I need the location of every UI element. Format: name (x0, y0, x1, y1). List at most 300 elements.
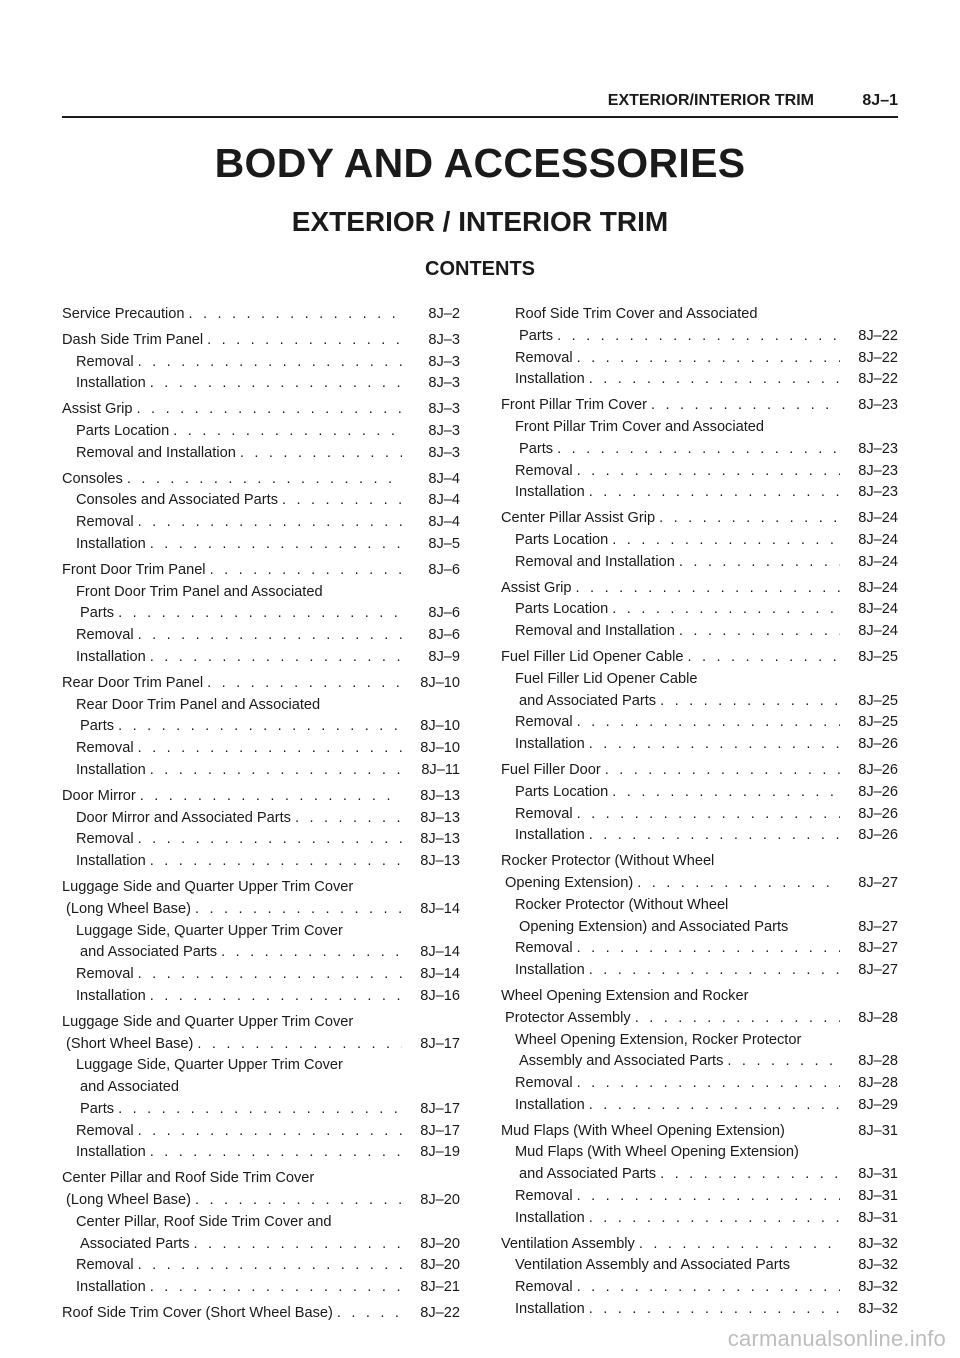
toc-right-column (501, 304, 898, 1321)
toc-leader-dots (134, 1121, 402, 1143)
toc-entry-page: 8J–26 (858, 736, 898, 753)
toc-entry-title-line: Mud Flaps (With Wheel Opening Extension) (515, 1144, 799, 1161)
toc-leader-dots (573, 712, 840, 734)
toc-entry-title-line (515, 621, 840, 643)
toc-entry-title-line: Wheel Opening Extension and Rocker (501, 987, 749, 1004)
toc-entry[interactable] (501, 599, 898, 621)
toc-entry-title: Removal (515, 1279, 573, 1296)
toc-entry[interactable] (501, 804, 898, 826)
toc-entry-title-line (62, 899, 402, 921)
toc-entry-page: 8J–3 (428, 375, 460, 392)
toc-entry-title-line (501, 508, 840, 530)
toc-entry-title: Installation (76, 648, 146, 665)
toc-leader-dots (675, 552, 840, 574)
toc-entry-title-line (515, 369, 840, 391)
toc-entry-title-line (62, 1190, 402, 1212)
toc-entry-title-line (76, 964, 402, 986)
toc-leader-dots (146, 373, 402, 395)
toc-entry[interactable] (62, 673, 460, 695)
toc-entry-page: 8J–24 (858, 623, 898, 640)
toc-entry[interactable] (62, 647, 460, 669)
page-title: BODY AND ACCESSORIES (214, 140, 746, 186)
toc-entry[interactable] (62, 512, 460, 534)
toc-entry[interactable] (62, 399, 460, 421)
toc-entry-title-line (62, 1034, 402, 1056)
toc-entry[interactable] (501, 1030, 898, 1074)
toc-entry-title-line: Ventilation Assembly and Associated Parts (515, 1257, 791, 1274)
toc-entry-title-line: Rocker Protector (Without Wheel (501, 853, 715, 870)
toc-entry-title-line (76, 373, 402, 395)
toc-entry-title: Removal (515, 349, 573, 366)
toc-entry-title: Ventilation Assembly (501, 1235, 635, 1252)
toc-entry-title-line (501, 395, 840, 417)
header-section-title: EXTERIOR/INTERIOR TRIM (607, 92, 814, 109)
toc-leader-dots (633, 873, 840, 895)
toc-entry[interactable] (501, 1121, 898, 1143)
toc-entry[interactable] (62, 921, 460, 965)
toc-leader-dots (608, 530, 840, 552)
toc-entry-title: Removal (515, 940, 573, 957)
toc-leader-dots (133, 399, 402, 421)
toc-entry[interactable] (62, 443, 460, 465)
toc-entry[interactable] (501, 647, 898, 669)
toc-entry-title: Installation (515, 1096, 585, 1113)
toc-entry[interactable] (501, 895, 898, 939)
toc-entry-page: 8J–26 (858, 761, 898, 778)
toc-entry-title-line (515, 712, 840, 734)
toc-entry-title-line (76, 1255, 402, 1277)
toc-entry-page: 8J–32 (858, 1301, 898, 1318)
toc-entry[interactable] (62, 786, 460, 808)
toc-entry[interactable] (501, 669, 898, 713)
toc-entry-title-line (515, 439, 840, 461)
toc-leader-dots (136, 786, 402, 808)
toc-entry[interactable] (62, 851, 460, 873)
toc-entry-title: Parts (80, 1100, 115, 1117)
toc-entry-title-line: Luggage Side and Quarter Upper Trim Cover (62, 1013, 354, 1030)
toc-entry-title: Installation (515, 1209, 585, 1226)
toc-entry-title-line: Mud Flaps (With Wheel Opening Extension) (501, 1122, 785, 1139)
toc-entry-page: 8J–16 (420, 987, 460, 1004)
toc-leader-dots (572, 578, 840, 600)
toc-entry[interactable] (62, 1055, 460, 1120)
toc-entry-title-line (515, 461, 840, 483)
toc-entry-page: 8J–11 (421, 761, 460, 778)
toc-entry[interactable] (501, 552, 898, 574)
toc-entry-title-line (515, 348, 840, 370)
toc-leader-dots (134, 829, 402, 851)
toc-entry-title: Installation (76, 535, 146, 552)
toc-entry-title-line: Luggage Side, Quarter Upper Trim Cover (76, 922, 343, 939)
toc-entry-title: Removal and Installation (515, 623, 675, 640)
toc-entry-title: Removal (515, 1075, 573, 1092)
toc-leader-dots (553, 326, 840, 348)
toc-entry-title: Removal (515, 805, 573, 822)
toc-entry-title: Installation (515, 484, 585, 501)
toc-leader-dots (134, 964, 402, 986)
toc-entry[interactable] (501, 530, 898, 552)
toc-entry-page: 8J–14 (420, 900, 460, 917)
toc-leader-dots (601, 760, 840, 782)
toc-entry-title-line (515, 691, 840, 713)
toc-entry-title-line (76, 647, 402, 669)
toc-entry[interactable] (501, 508, 898, 530)
toc-entry-title: Parts (519, 440, 554, 457)
toc-entry-page: 8J–6 (428, 627, 460, 644)
toc-entry-page: 8J–27 (858, 940, 898, 957)
toc-entry-title-line (515, 938, 840, 960)
toc-entry-title-line (62, 1303, 402, 1325)
toc-leader-dots (146, 760, 402, 782)
toc-leader-dots (146, 1277, 402, 1299)
toc-entry[interactable] (62, 330, 460, 352)
toc-leader-dots (573, 348, 840, 370)
toc-entry-title-line (76, 1277, 402, 1299)
toc-leader-dots (146, 851, 402, 873)
toc-entry[interactable] (501, 395, 898, 417)
toc-leader-dots (134, 625, 402, 647)
toc-leader-dots (608, 782, 840, 804)
toc-entry[interactable] (501, 482, 898, 504)
toc-entry-page: 8J–31 (858, 1188, 898, 1205)
toc-entry[interactable] (501, 1073, 898, 1095)
toc-entry[interactable] (501, 782, 898, 804)
toc-entry-title: Protector Assembly (505, 1009, 631, 1026)
toc-entry-title-line (76, 1234, 402, 1256)
toc-entry-page: 8J–32 (858, 1235, 898, 1252)
toc-entry-title: Installation (76, 1279, 146, 1296)
toc-entry[interactable] (62, 829, 460, 851)
toc-entry-page: 8J–23 (858, 484, 898, 501)
toc-entry-page: 8J–24 (858, 531, 898, 548)
toc-entry[interactable] (62, 534, 460, 556)
toc-entry[interactable] (62, 469, 460, 491)
toc-entry-title-line (515, 326, 840, 348)
toc-entry-title-line (76, 443, 402, 465)
toc-entry-title: Installation (515, 736, 585, 753)
toc-entry-title: Door Mirror and Associated Parts (76, 809, 291, 826)
toc-entry-page: 8J–31 (858, 1166, 898, 1183)
toc-entry-title-line (76, 716, 402, 738)
toc-entry-title-line (76, 851, 402, 873)
toc-leader-dots (185, 304, 403, 326)
toc-entry-title: (Long Wheel Base) (66, 1192, 191, 1209)
watermark: carmanualsonline.info (727, 1326, 946, 1351)
toc-leader-dots (114, 716, 402, 738)
toc-entry[interactable] (62, 986, 460, 1008)
toc-entry-title: Removal (76, 966, 134, 983)
toc-entry-title: Associated Parts (80, 1235, 190, 1252)
toc-entry-title-line: Center Pillar, Roof Side Trim Cover and (76, 1213, 332, 1230)
toc-entry-page: 8J–2 (428, 306, 460, 322)
toc-entry-title: Removal (76, 1122, 134, 1139)
toc-entry[interactable] (501, 1142, 898, 1186)
toc-leader-dots (573, 804, 840, 826)
toc-leader-dots (675, 621, 840, 643)
toc-entry[interactable] (501, 712, 898, 734)
header-page-number: 8J–1 (862, 92, 898, 109)
toc-entry-title: Service Precaution (62, 306, 185, 322)
toc-leader-dots (573, 1073, 840, 1095)
toc-entry-title-line (501, 873, 840, 895)
toc-entry-title-line (515, 1073, 840, 1095)
toc-entry-page: 8J–10 (420, 674, 460, 691)
toc-entry-title: Installation (76, 987, 146, 1004)
toc-entry[interactable] (501, 760, 898, 782)
toc-leader-dots (585, 734, 840, 756)
toc-leader-dots (585, 369, 840, 391)
toc-entry[interactable] (501, 1095, 898, 1117)
toc-entry-page: 8J–21 (420, 1279, 460, 1296)
toc-entry[interactable] (501, 851, 898, 895)
toc-entry-page: 8J–17 (420, 1122, 460, 1139)
toc-entry-page: 8J–20 (420, 1192, 460, 1209)
toc-entry-title-line (62, 330, 402, 352)
toc-entry-title: Rear Door Trim Panel (62, 674, 204, 691)
toc-entry-title-line (76, 534, 402, 556)
toc-entry-page: 8J–13 (420, 853, 460, 870)
toc-entry[interactable] (62, 738, 460, 760)
toc-entry-title-line (515, 804, 840, 826)
toc-entry-title-line (501, 1008, 840, 1030)
toc-entry-page: 8J–24 (858, 510, 898, 527)
toc-entry[interactable] (62, 1168, 460, 1212)
toc-entry[interactable] (62, 760, 460, 782)
toc-entry-page: 8J–28 (858, 1075, 898, 1092)
toc-entry-title: Door Mirror (62, 787, 136, 804)
toc-entry[interactable] (62, 1012, 460, 1056)
toc-entry[interactable] (62, 582, 460, 626)
toc-entry-title-line: and Associated (80, 1079, 179, 1096)
toc-entry-title-line (62, 786, 402, 808)
toc-entry[interactable] (62, 352, 460, 374)
toc-entry-title-line (76, 942, 402, 964)
toc-entry-title: and Associated Parts (80, 944, 218, 961)
toc-leader-dots (217, 942, 402, 964)
toc-entry[interactable] (62, 1142, 460, 1164)
toc-entry-title: Installation (515, 962, 585, 979)
toc-entry-title-line (76, 1099, 402, 1121)
toc-leader-dots (134, 512, 402, 534)
toc-entry[interactable] (501, 578, 898, 600)
toc-entry-title-line: Luggage Side and Quarter Upper Trim Cover (62, 878, 354, 895)
toc-entry-title-line: Fuel Filler Lid Opener Cable (515, 670, 698, 687)
toc-entry-title-line (515, 960, 840, 982)
toc-leader-dots (114, 1099, 402, 1121)
toc-entry[interactable] (501, 1208, 898, 1230)
toc-leader-dots (134, 738, 402, 760)
toc-leader-dots (585, 825, 840, 847)
toc-entry-page: 8J–17 (420, 1100, 460, 1117)
toc-entry[interactable] (62, 1303, 460, 1325)
toc-entry-title: Removal (515, 462, 573, 479)
toc-entry[interactable] (501, 369, 898, 391)
toc-entry-title-line: Roof Side Trim Cover and Associated (515, 306, 758, 322)
toc-entry[interactable] (501, 1277, 898, 1299)
toc-entry-page: 8J–26 (858, 783, 898, 800)
toc-entry-title: Parts Location (515, 783, 609, 800)
toc-entry-title: Assist Grip (62, 401, 133, 418)
toc-entry[interactable] (62, 560, 460, 582)
toc-entry-title: Front Door Trim Panel (62, 561, 206, 578)
toc-entry[interactable] (62, 1121, 460, 1143)
toc-entry[interactable] (501, 825, 898, 847)
toc-entry-title: Installation (515, 371, 585, 388)
toc-entry-title-line (76, 352, 402, 374)
toc-entry-title-line (515, 552, 840, 574)
toc-entry-title-line (76, 421, 402, 443)
toc-entry[interactable] (62, 808, 460, 830)
toc-entry[interactable] (501, 960, 898, 982)
toc-entry-title: Installation (76, 761, 146, 778)
toc-leader-dots (191, 899, 402, 921)
toc-entry-title-line (76, 625, 402, 647)
toc-entry-page: 8J–22 (858, 371, 898, 388)
toc-entry-title-line (501, 1234, 840, 1256)
toc-entry-title-line (76, 986, 402, 1008)
toc-entry[interactable] (62, 1255, 460, 1277)
toc-entry-page: 8J–17 (420, 1035, 460, 1052)
toc-entry-title: Consoles and Associated Parts (76, 492, 278, 509)
toc-entry-page: 8J–6 (428, 561, 460, 578)
toc-entry-title: Installation (76, 375, 146, 392)
contents-heading: CONTENTS (425, 258, 535, 280)
toc-entry-page: 8J–28 (858, 1053, 898, 1070)
toc-entry-page: 8J–13 (420, 787, 460, 804)
toc-leader-dots (723, 1051, 840, 1073)
toc-entry-title-line: Opening Extension) and Associated Parts (519, 918, 789, 935)
toc-entry-page: 8J–4 (428, 492, 460, 509)
toc-entry-title-line (515, 1186, 840, 1208)
toc-entry-title: Fuel Filler Door (501, 761, 601, 778)
toc-entry-title-line (515, 1051, 840, 1073)
toc-entry-title: (Short Wheel Base) (66, 1035, 194, 1052)
toc-entry-title-line (501, 578, 840, 600)
toc-entry[interactable] (501, 417, 898, 461)
toc-entry-title: Center Pillar Assist Grip (501, 510, 656, 527)
toc-entry[interactable] (62, 964, 460, 986)
toc-entry-page: 8J–3 (428, 353, 460, 370)
toc-entry-title-line (515, 1299, 840, 1321)
toc-entry-title-line (515, 1164, 840, 1186)
toc-leader-dots (656, 1164, 840, 1186)
toc-entry-title-line: Rocker Protector (Without Wheel (515, 896, 729, 913)
toc-entry[interactable] (501, 938, 898, 960)
toc-entry-title-line (76, 512, 402, 534)
toc-entry-page: 8J–22 (420, 1305, 460, 1322)
toc-leader-dots (236, 443, 402, 465)
toc-entry[interactable] (62, 421, 460, 443)
toc-leader-dots (573, 1186, 840, 1208)
toc-entry-title: Opening Extension) (505, 874, 634, 891)
toc-entry[interactable] (501, 986, 898, 1030)
toc-entry-title: Parts (80, 605, 115, 622)
toc-entry-page: 8J–4 (428, 470, 460, 487)
toc-entry[interactable] (501, 1299, 898, 1321)
toc-entry-page: 8J–32 (858, 1257, 898, 1274)
toc-entry-title: Roof Side Trim Cover (Short Wheel Base) (62, 1305, 333, 1322)
toc-entry[interactable] (62, 1212, 460, 1256)
toc-entry-title-line (62, 560, 402, 582)
toc-leader-dots (206, 560, 402, 582)
toc-entry[interactable] (62, 373, 460, 395)
toc-entry-title-line: Front Pillar Trim Cover and Associated (515, 418, 764, 435)
toc-entry-page: 8J–24 (858, 553, 898, 570)
toc-leader-dots (553, 439, 840, 461)
toc-leader-dots (134, 1255, 402, 1277)
toc-entry-title-line (62, 673, 402, 695)
toc-entry-title: Installation (515, 1301, 585, 1318)
toc-entry-page: 8J–31 (858, 1209, 898, 1226)
toc-entry-page: 8J–27 (858, 962, 898, 979)
toc-entry-page: 8J–20 (420, 1235, 460, 1252)
toc-entry-page: 8J–20 (420, 1257, 460, 1274)
toc-entry-title: Removal and Installation (515, 553, 675, 570)
toc-entry[interactable] (62, 1277, 460, 1299)
toc-entry-page: 8J–10 (420, 740, 460, 757)
toc-entry-page: 8J–13 (420, 809, 460, 826)
toc-entry[interactable] (62, 304, 460, 326)
toc-entry[interactable] (501, 1186, 898, 1208)
toc-entry-title: Removal (515, 1188, 573, 1205)
toc-leader-dots (146, 647, 402, 669)
toc-entry-title: Parts (80, 718, 115, 735)
toc-entry[interactable] (62, 625, 460, 647)
toc-entry-title: Removal (515, 714, 573, 731)
toc-entry[interactable] (501, 734, 898, 756)
toc-entry-title-line (515, 782, 840, 804)
toc-entry[interactable] (501, 304, 898, 348)
toc-entry-title-line (62, 304, 402, 326)
toc-entry-title-line (76, 603, 402, 625)
toc-leader-dots (169, 421, 402, 443)
toc-leader-dots (123, 469, 402, 491)
toc-entry[interactable] (501, 621, 898, 643)
toc-entry[interactable] (62, 877, 460, 921)
toc-leader-dots (278, 490, 402, 512)
toc-entry-title: Removal (76, 627, 134, 644)
toc-leader-dots (585, 1299, 840, 1321)
toc-entry[interactable] (501, 461, 898, 483)
toc-entry[interactable] (501, 348, 898, 370)
toc-entry-title: Installation (76, 1144, 146, 1161)
toc-entry-page: 8J–3 (428, 422, 460, 439)
toc-entry-title-line (76, 490, 402, 512)
toc-entry[interactable] (62, 490, 460, 512)
toc-entry[interactable] (62, 695, 460, 739)
toc-entry-page: 8J–13 (420, 831, 460, 848)
toc-leader-dots (146, 1142, 402, 1164)
toc-entry-page: 8J–31 (858, 1122, 898, 1139)
toc-leader-dots (585, 1095, 840, 1117)
toc-entry-title-line (76, 1142, 402, 1164)
toc-entry-title: and Associated Parts (519, 692, 657, 709)
toc-entry-page: 8J–26 (858, 805, 898, 822)
toc-left-column (62, 304, 460, 1325)
toc-entry-title: Parts (519, 327, 554, 344)
toc-leader-dots (631, 1008, 840, 1030)
toc-entry[interactable] (501, 1234, 898, 1256)
toc-leader-dots (608, 599, 840, 621)
toc-entry-page: 8J–26 (858, 827, 898, 844)
toc-entry-page: 8J–5 (428, 535, 460, 552)
toc-entry-title-line: Rear Door Trim Panel and Associated (76, 696, 321, 713)
toc-entry[interactable] (501, 1255, 898, 1277)
toc-entry-title-line (76, 1121, 402, 1143)
toc-entry-title: Parts Location (515, 601, 609, 618)
toc-entry-page: 8J–6 (428, 605, 460, 622)
toc-entry-page: 8J–3 (428, 401, 460, 418)
